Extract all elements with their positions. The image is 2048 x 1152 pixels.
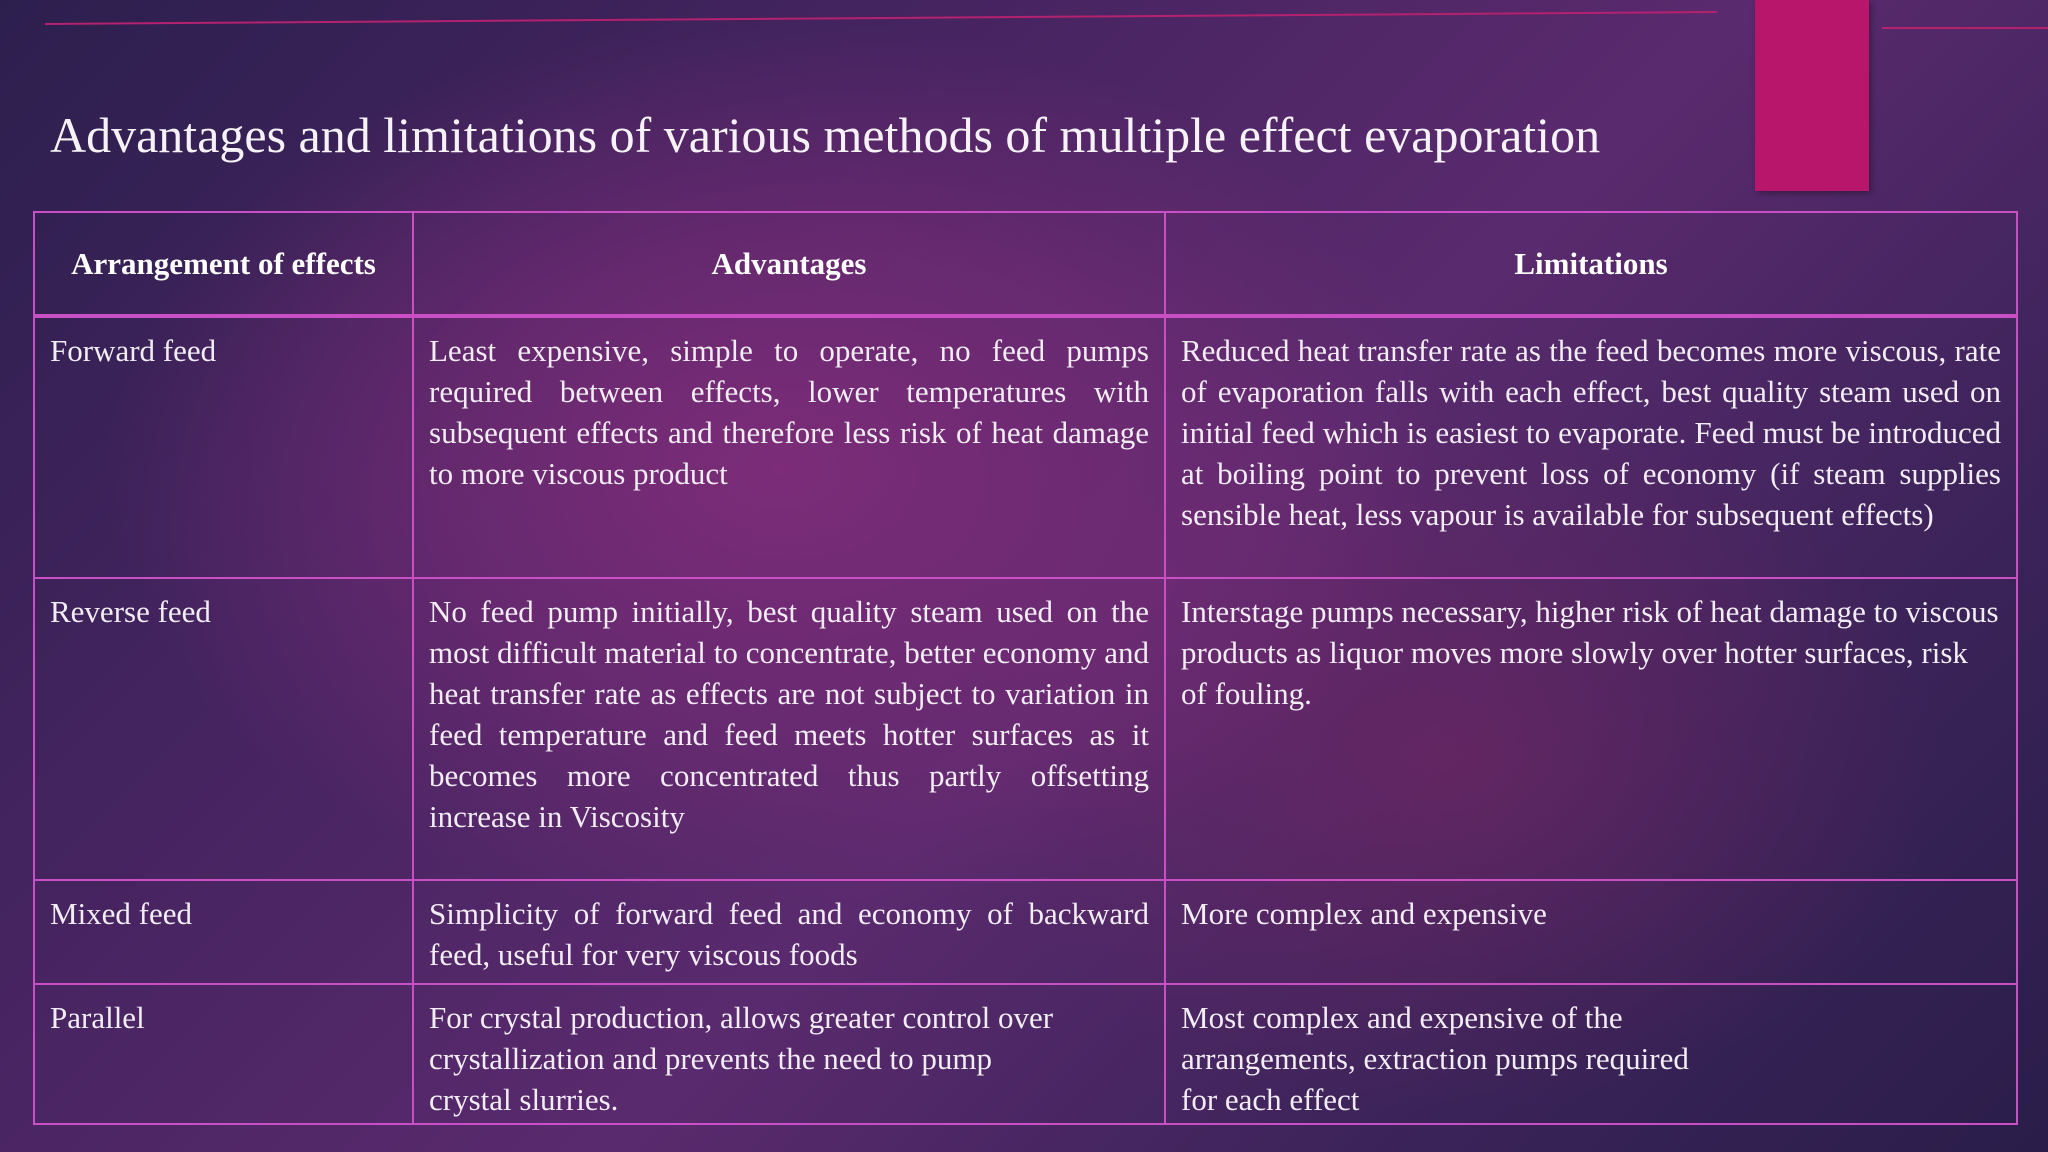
table-row	[34, 984, 2017, 1124]
cell-line: For crystal production, allows greater control over	[429, 1000, 1054, 1035]
accent-bar	[1755, 0, 1869, 191]
header-arrangement: Arrangement of effects	[34, 212, 413, 316]
cell-line: for each effect	[1181, 1082, 1360, 1117]
cell-arrangement: Mixed feed	[34, 880, 413, 984]
cell-advantages	[413, 984, 1165, 1124]
table-row	[34, 316, 2017, 578]
cell-line: arrangements, extraction pumps required	[1181, 1041, 1689, 1076]
comparison-table	[33, 211, 2018, 1125]
table-header-row	[34, 212, 2017, 316]
slide-title: Advantages and limitations of various methods of multiple effect evaporation	[50, 107, 1601, 163]
cell-line: crystal slurries.	[429, 1082, 619, 1117]
cell-advantages: Simplicity of forward feed and economy of backward feed, useful for very viscous foods	[413, 880, 1165, 984]
header-limitations: Limitations	[1165, 212, 2017, 316]
cell-advantages: No feed pump initially, best quality steam used on the most difficult material to concentrate, better economy and heat transfer rate as effects are not subject to variation in feed temperature and feed meets hotter surfaces as it becomes more concentrated thus partly offsetting increase in Viscosity	[413, 578, 1165, 880]
cell-limitations: Reduced heat transfer rate as the feed becomes more viscous, rate of evaporation falls with each effect, best quality steam used on initial feed which is easiest to evaporate. Feed must be introduced at boiling point to prevent loss of economy (if steam supplies sensible heat, less vapour is available for subsequent effects)	[1165, 316, 2017, 578]
cell-arrangement: Forward feed	[34, 316, 413, 578]
cell-advantages: Least expensive, simple to operate, no feed pumps required between effects, lower temperatures with subsequent effects and therefore less risk of heat damage to more viscous product	[413, 316, 1165, 578]
cell-line: crystallization and prevents the need to pump	[429, 1041, 992, 1076]
header-advantages: Advantages	[413, 212, 1165, 316]
table-row	[34, 578, 2017, 880]
cell-arrangement: Parallel	[34, 984, 413, 1124]
table-row	[34, 880, 2017, 984]
decorative-line-left	[45, 11, 1717, 24]
cell-limitations	[1165, 984, 2017, 1124]
cell-limitations: More complex and expensive	[1165, 880, 2017, 984]
cell-line: Most complex and expensive of the	[1181, 1000, 1623, 1035]
cell-limitations: Interstage pumps necessary, higher risk of heat damage to viscous products as liquor moves more slowly over hotter surfaces, risk of fouling.	[1165, 578, 2017, 880]
decorative-line-right	[1882, 27, 2048, 29]
cell-arrangement: Reverse feed	[34, 578, 413, 880]
